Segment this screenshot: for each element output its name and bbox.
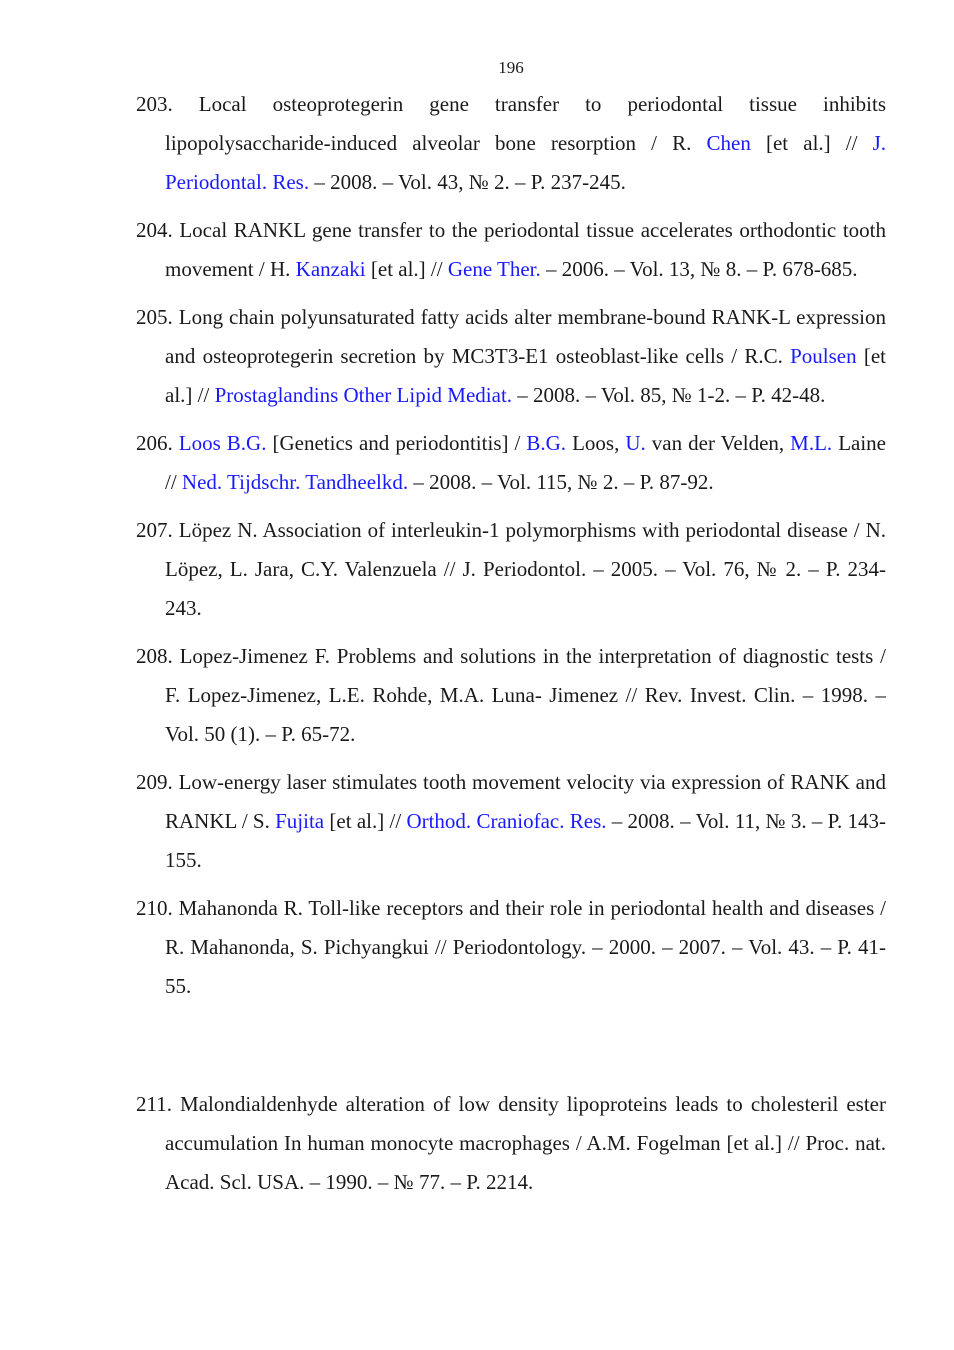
reference-text: [et al.] // (165, 344, 887, 407)
reference-text: Laine // (165, 431, 886, 494)
reference-text: van der Velden, (645, 431, 791, 455)
reference-link[interactable]: M.L. (790, 431, 833, 455)
reference-number: 203. (136, 92, 173, 116)
reference-link[interactable]: U. (625, 431, 646, 455)
reference-link[interactable]: J. Periodontal. Res. (165, 131, 886, 194)
reference-item (136, 211, 886, 289)
reference-text: – 2008. – Vol. 43, № 2. – P. 237-245. (309, 170, 626, 194)
reference-item (136, 85, 886, 202)
reference-number: 208. (136, 644, 173, 668)
reference-text: Local osteoprotegerin gene transfer to periodontal tissue inhibits lipopolysaccharide-induced alveolar bone resorption / R. (165, 92, 886, 155)
reference-item (136, 298, 886, 415)
reference-text: [et al.] // (365, 257, 448, 281)
reference-text: Malondialdenhyde alteration of low density lipoproteins leads to cholesteril ester accumulation In human monocyte macrophages / A.M. Fogelman [et al.] // Proc. nat. Acad. Scl. USA. – 1990. – № 77. – P. 2214. (165, 1092, 886, 1194)
reference-text: Mahanonda R. Toll-like receptors and their role in periodontal health and diseases / R. Mahanonda, S. Pichyangkui // Periodontology. – 2000. – 2007. – Vol. 43. – P. 41-55. (165, 896, 886, 998)
reference-item (136, 511, 886, 628)
reference-text: Lopez-Jimenez F. Problems and solutions in the interpretation of diagnostic tests / F. Lopez-Jimenez, L.E. Rohde, M.A. Luna- Jimenez // Rev. Invest. Clin. – 1998. – Vol. 50 (1). – P. 65-72. (165, 644, 886, 746)
reference-link[interactable]: Orthod. Craniofac. Res. (406, 809, 607, 833)
reference-link[interactable]: Chen (706, 131, 751, 155)
reference-text: Loos, (566, 431, 626, 455)
reference-item (136, 424, 886, 502)
reference-text: – 2008. – Vol. 115, № 2. – P. 87-92. (408, 470, 714, 494)
reference-text: Low-energy laser stimulates tooth movement velocity via expression of RANK and RANKL / S. (165, 770, 886, 833)
reference-link[interactable]: Fujita (275, 809, 325, 833)
reference-number: 204. (136, 218, 173, 242)
reference-text: – 2008. – Vol. 11, № 3. – P. 143-155. (165, 809, 886, 872)
reference-number: 210. (136, 896, 173, 920)
reference-text: Löpez N. Association of interleukin-1 polymorphisms with periodontal disease / N. Löpez, L. Jara, C.Y. Valenzuela // J. Periodontol. – 2005. – Vol. 76, № 2. – P. 234-243. (165, 518, 886, 620)
reference-text: [et al.] // (750, 131, 873, 155)
reference-link[interactable]: Loos B.G. (178, 431, 267, 455)
page-number: 196 (498, 58, 524, 77)
reference-item (136, 763, 886, 880)
reference-number: 211. (136, 1092, 172, 1116)
reference-item (136, 1085, 886, 1202)
reference-text: Long chain polyunsaturated fatty acids alter membrane-bound RANK-L expression and osteoprotegerin secretion by MC3T3-E1 osteoblast-like cells / R.C. (165, 305, 886, 368)
reference-number: 209. (136, 770, 173, 794)
reference-number: 206. (136, 431, 173, 455)
reference-text: – 2008. – Vol. 85, № 1-2. – P. 42-48. (512, 383, 826, 407)
reference-item (136, 889, 886, 1006)
reference-text: Local RANKL gene transfer to the periodontal tissue accelerates orthodontic tooth movement / H. (165, 218, 886, 281)
reference-text: – 2006. – Vol. 13, № 8. – P. 678-685. (540, 257, 858, 281)
reference-number: 205. (136, 305, 173, 329)
reference-link[interactable]: Prostaglandins Other Lipid Mediat. (214, 383, 513, 407)
reference-link[interactable]: B.G. (526, 431, 567, 455)
reference-link[interactable]: Kanzaki (295, 257, 366, 281)
reference-item (136, 637, 886, 754)
reference-number: 207. (136, 518, 173, 542)
reference-link[interactable]: Gene Ther. (447, 257, 541, 281)
reference-text: [et al.] // (324, 809, 407, 833)
reference-list (136, 85, 886, 1211)
reference-link[interactable]: Poulsen (790, 344, 857, 368)
reference-link[interactable]: Ned. Tijdschr. Tandheelkd. (181, 470, 409, 494)
reference-text: [Genetics and periodontitis] / (266, 431, 527, 455)
